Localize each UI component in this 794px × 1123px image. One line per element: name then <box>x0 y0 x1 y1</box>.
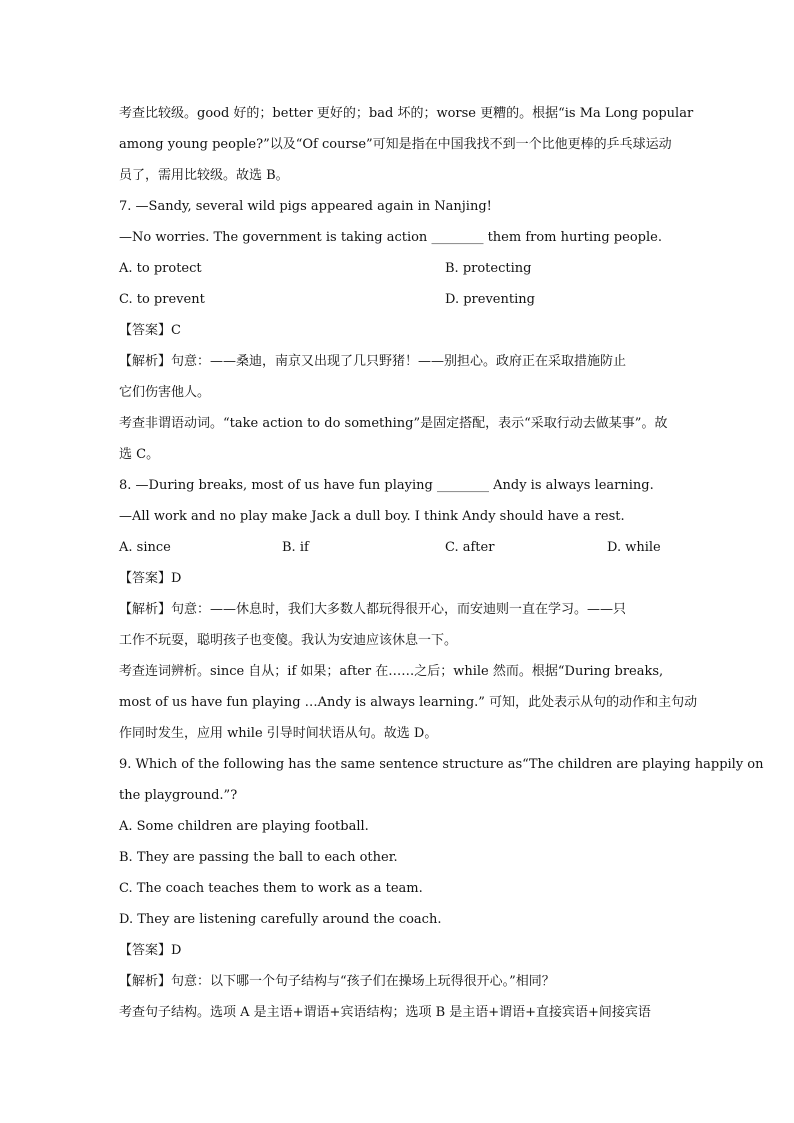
question-7-options-row1 <box>119 253 679 284</box>
question-7-stem: —No worries. The government is taking action ________ them from hurting people. <box>119 230 662 245</box>
question-7-stem: 7. —Sandy, several wild pigs appeared again in Nanjing! <box>119 199 492 214</box>
option-d: D. while <box>607 540 661 555</box>
option-a: A. to protect <box>119 261 202 276</box>
text-line: 员了，需用比较级。故选 B。 <box>119 168 289 183</box>
text-line: 考查比较级。good 好的；better 更好的；bad 坏的；worse 更糟的。根据“is Ma Long popular <box>119 106 694 121</box>
explanation-line: most of us have fun playing …Andy is always learning.” 可知，此处表示从句的动作和主句动 <box>119 695 698 710</box>
answer-label: 【答案】C <box>119 323 181 338</box>
explanation-line: 考查句子结构。选项 A 是主语+谓语+宾语结构；选项 B 是主语+谓语+直接宾语+间接宾语 <box>119 1005 651 1020</box>
option-c: C. after <box>445 540 495 555</box>
explanation-line: 选 C。 <box>119 447 160 462</box>
explanation-line: 考查非谓语动词。“take action to do something”是固定搭配，表示“采取行动去做某事”。故 <box>119 416 668 431</box>
explanation-line: 【解析】句意：——桑迪，南京又出现了几只野猪！——别担心。政府正在采取措施防止 <box>119 354 627 369</box>
answer-label: 【答案】D <box>119 943 182 958</box>
option-b: B. if <box>282 540 309 555</box>
option-d: D. They are listening carefully around the coach. <box>119 912 442 927</box>
option-b: B. protecting <box>445 261 532 276</box>
option-b: B. They are passing the ball to each other. <box>119 850 398 865</box>
explanation-line: 它们伤害他人。 <box>119 385 211 400</box>
question-8-stem: 8. —During breaks, most of us have fun playing ________ Andy is always learning. <box>119 478 654 493</box>
option-d: D. preventing <box>445 292 535 307</box>
explanation-line: 考查连词辨析。since 自从；if 如果；after 在……之后；while 然而。根据“During breaks, <box>119 664 664 679</box>
question-9-stem: 9. Which of the following has the same sentence structure as“The children are playing happily on <box>119 757 764 772</box>
option-a: A. since <box>119 540 171 555</box>
explanation-line: 作同时发生，应用 while 引导时间状语从句。故选 D。 <box>119 726 438 741</box>
explanation-line: 工作不玩耍，聪明孩子也变傻。我认为安迪应该休息一下。 <box>119 633 458 648</box>
question-7-options-row2 <box>119 284 679 315</box>
option-c: C. to prevent <box>119 292 205 307</box>
option-c: C. The coach teaches them to work as a team. <box>119 881 423 896</box>
text-line: among young people?”以及“Of course”可知是指在中国我找不到一个比他更棒的乒乓球运动 <box>119 137 672 152</box>
explanation-line: 【解析】句意：以下哪一个句子结构与“孩子们在操场上玩得很开心。”相同？ <box>119 974 555 989</box>
answer-label: 【答案】D <box>119 571 182 586</box>
option-a: A. Some children are playing football. <box>119 819 369 834</box>
question-9-stem: the playground.”? <box>119 788 238 803</box>
question-8-options <box>119 532 679 563</box>
explanation-line: 【解析】句意：——休息时，我们大多数人都玩得很开心，而安迪则一直在学习。——只 <box>119 602 627 617</box>
document-page <box>119 98 764 1028</box>
question-8-stem: —All work and no play make Jack a dull boy. I think Andy should have a rest. <box>119 509 625 524</box>
